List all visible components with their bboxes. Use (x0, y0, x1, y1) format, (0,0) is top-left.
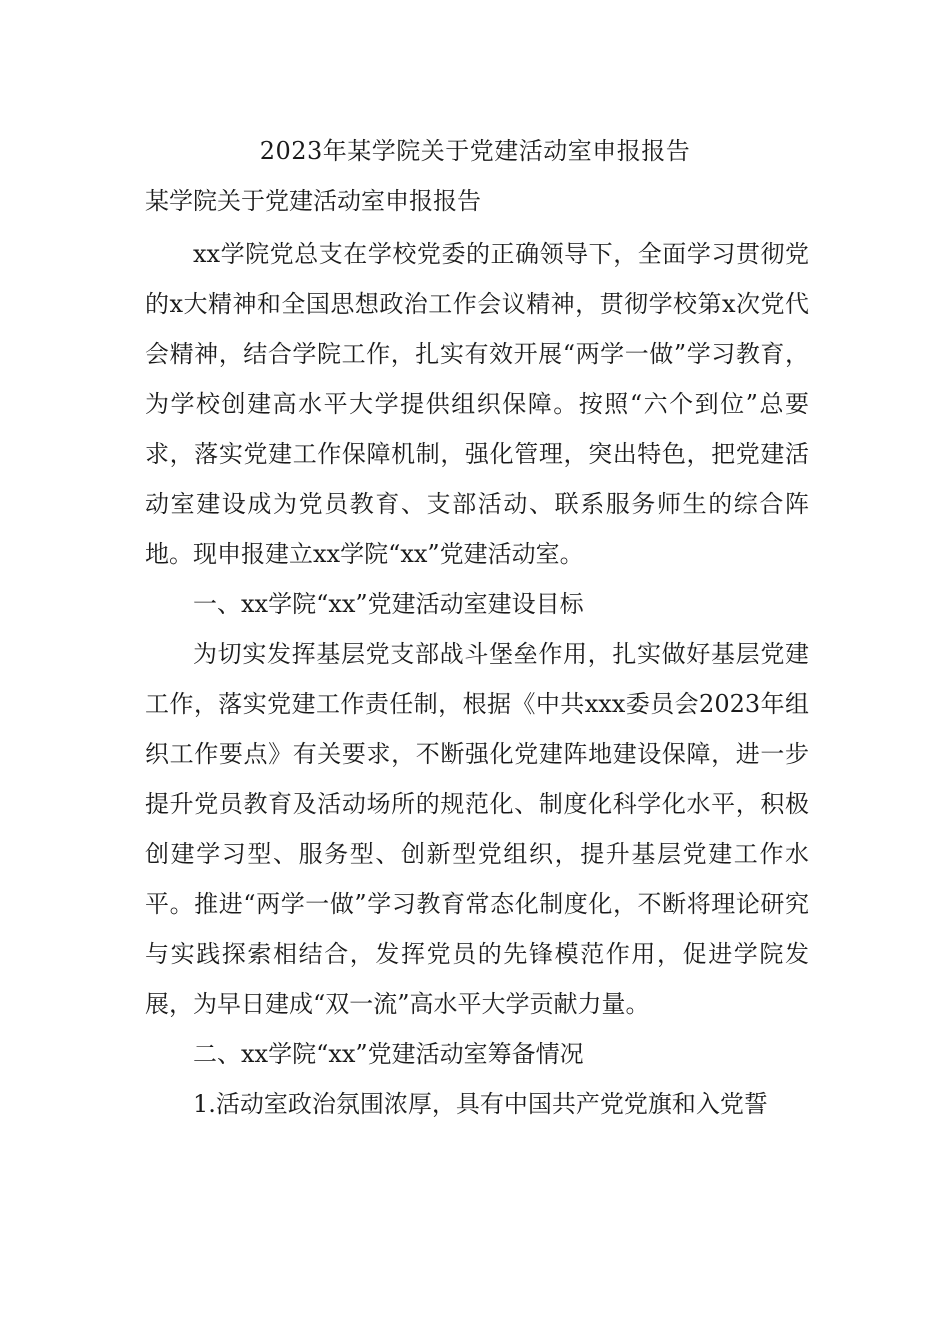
document-title: 2023年某学院关于党建活动室申报报告 (259, 137, 691, 165)
section-heading-preparation: 二、xx学院“xx”党建活动室筹备情况 (193, 1040, 584, 1068)
document-subtitle: 某学院关于党建活动室申报报告 (145, 187, 481, 215)
document-body (145, 229, 809, 1129)
paragraph-goals: 为切实发挥基层党支部战斗堡垒作用，扎实做好基层党建工作，落实党建工作责任制，根据《中共xxx委员会2023年组织工作要点》有关要求，不断强化党建阵地建设保障，进一步提升党员教育及活动场所的规范化、制度化科学化水平，积极创建学习型、服务型、创新型党组织，提升基层党建工作水平。推进“两学一做”学习教育常态化制度化，不断将理论研究与实践探索相结合，发挥党员的先锋模范作用，促进学院发展，为早日建成“双一流”高水平大学贡献力量。 (145, 640, 809, 1018)
paragraph-intro: xx学院党总支在学校党委的正确领导下，全面学习贯彻党的x大精神和全国思想政治工作会议精神，贯彻学校第x次党代会精神，结合学院工作，扎实有效开展“两学一做”学习教育，为学校创建高水平大学提供组织保障。按照“六个到位”总要求，落实党建工作保障机制，强化管理，突出特色，把党建活动室建设成为党员教育、支部活动、联系服务师生的综合阵地。现申报建立xx学院“xx”党建活动室。 (145, 240, 809, 568)
section-heading-goals: 一、xx学院“xx”党建活动室建设目标 (193, 590, 584, 618)
paragraph-preparation-item-1: 1.活动室政治氛围浓厚，具有中国共产党党旗和入党誓 (193, 1090, 768, 1118)
